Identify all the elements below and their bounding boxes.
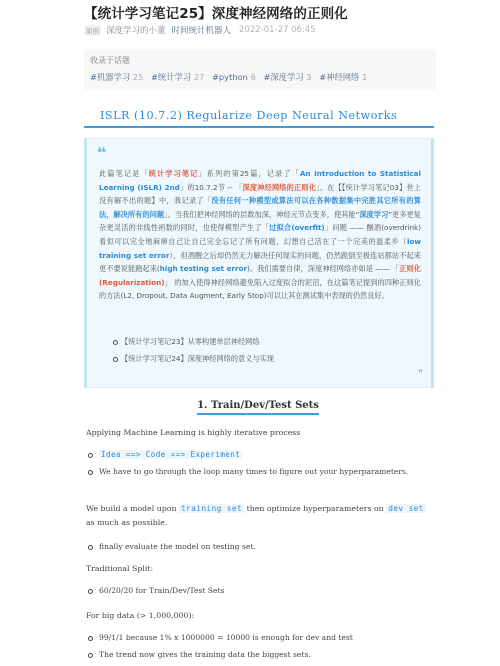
related-links xyxy=(113,337,413,371)
bullet-item: The trend now gives the training data the biggest sets. xyxy=(88,648,418,662)
original-badge: 原创 xyxy=(86,26,99,35)
inline-link[interactable]: 【统计学习笔记03】世上没有解不出的题 xyxy=(99,182,421,206)
author-name[interactable]: 深度学习的小董 xyxy=(106,26,166,36)
bullet-item: finally evaluate the model on testing set. xyxy=(88,540,418,554)
quote-open-icon: ❝ xyxy=(97,143,107,162)
topic-tag[interactable]: #深度学习 3 xyxy=(263,72,312,82)
topic-tag[interactable]: #神经网络 1 xyxy=(319,72,368,82)
topic-tag[interactable]: #python 6 xyxy=(211,72,256,82)
quote-close-icon: ❞ xyxy=(418,369,423,379)
body-line: Applying Machine Learning is highly iterative process xyxy=(86,428,301,437)
topic-box xyxy=(84,50,436,90)
article-meta xyxy=(84,24,316,36)
code-snippet: training set xyxy=(180,504,243,513)
publish-date: 2022-01-27 06:45 xyxy=(239,25,316,35)
body-line: Traditional Split: xyxy=(86,564,154,573)
topic-tags xyxy=(90,71,430,83)
article-title: 【统计学习笔记25】深度神经网络的正则化 xyxy=(84,6,348,22)
bullet-item xyxy=(88,448,418,462)
subheading xyxy=(0,400,500,415)
subheading-text: 1. Train/Dev/Test Sets xyxy=(197,400,319,415)
related-link[interactable]: 【统计学习笔记23】从零构建单层神经网络 xyxy=(113,337,413,347)
body-line: For big data (> 1,000,000): xyxy=(86,611,195,620)
bullet-item: We have to go through the loop many times to figure out your hyperparameters. xyxy=(88,465,418,479)
topic-tag[interactable]: #机器学习 25 xyxy=(90,72,144,82)
topic-tag[interactable]: #统计学习 27 xyxy=(150,72,205,82)
bullet-item: 99/1/1 because 1% x 1000000 = 10000 is enough for dev and test xyxy=(88,631,418,645)
code-snippet: dev set xyxy=(388,504,424,513)
intro-quote xyxy=(84,138,434,388)
account-link[interactable]: 时间统计机器人 xyxy=(171,26,232,36)
related-link[interactable]: 【统计学习笔记24】深度神经网络的意义与实现 xyxy=(113,354,413,364)
topic-label: 收录于话题 xyxy=(90,56,130,65)
section-heading xyxy=(84,108,434,128)
bullet-item: 60/20/20 for Train/Dev/Test Sets xyxy=(88,584,418,598)
body-line: We build a model upon training set then optimize hyperparameters on dev set as much as possible. xyxy=(86,504,424,527)
intro-paragraph: 此篇笔记是「统计学习笔记」系列的第25篇，记录了「An Introduction to Statistical Learning (ISLR) 2nd」的10.7.2节 -- 「深度神经网络的正则化」。在【【统计学习笔记03】世上没有解不出的题】中，我记录了「没有任何一种模型或算法可以在各种数据集中完胜其它所有的算法，解决所有的问题」。当我们把神经网络的层数加深，神经元节点变多，使其能“深度学习”更多更复杂更灵活的非线性函数的同时，也使得模型产生了「过拟合(overfit)」问题 —— 酗酒(overdrink)看似可以完全地麻痹自己让自己完全忘记了所有问题，幻想自己活在了一个完美的温柔乡（low training set error），但酒醒之后却仍然无力解决任何现实的问题，仍然跪倒至极连站都站不起来更不要说能跑起来(high testing set error)。我们需要自律，深度神经网络亦如是 —— 「正则化 (Regularization)」 的加入使得神经网络避免陷入过度拟合的泥沼，在这篇笔记提到的四种正则化的方法(L2, Dropout, Data Augment, Early Stop)可以让其在测试集中表现的仍然良好。 xyxy=(99,169,421,301)
code-snippet: Idea ==> Code ==> Experiment xyxy=(101,450,241,459)
section-heading-text: ISLR (10.7.2) Regularize Deep Neural Networks xyxy=(100,109,398,122)
